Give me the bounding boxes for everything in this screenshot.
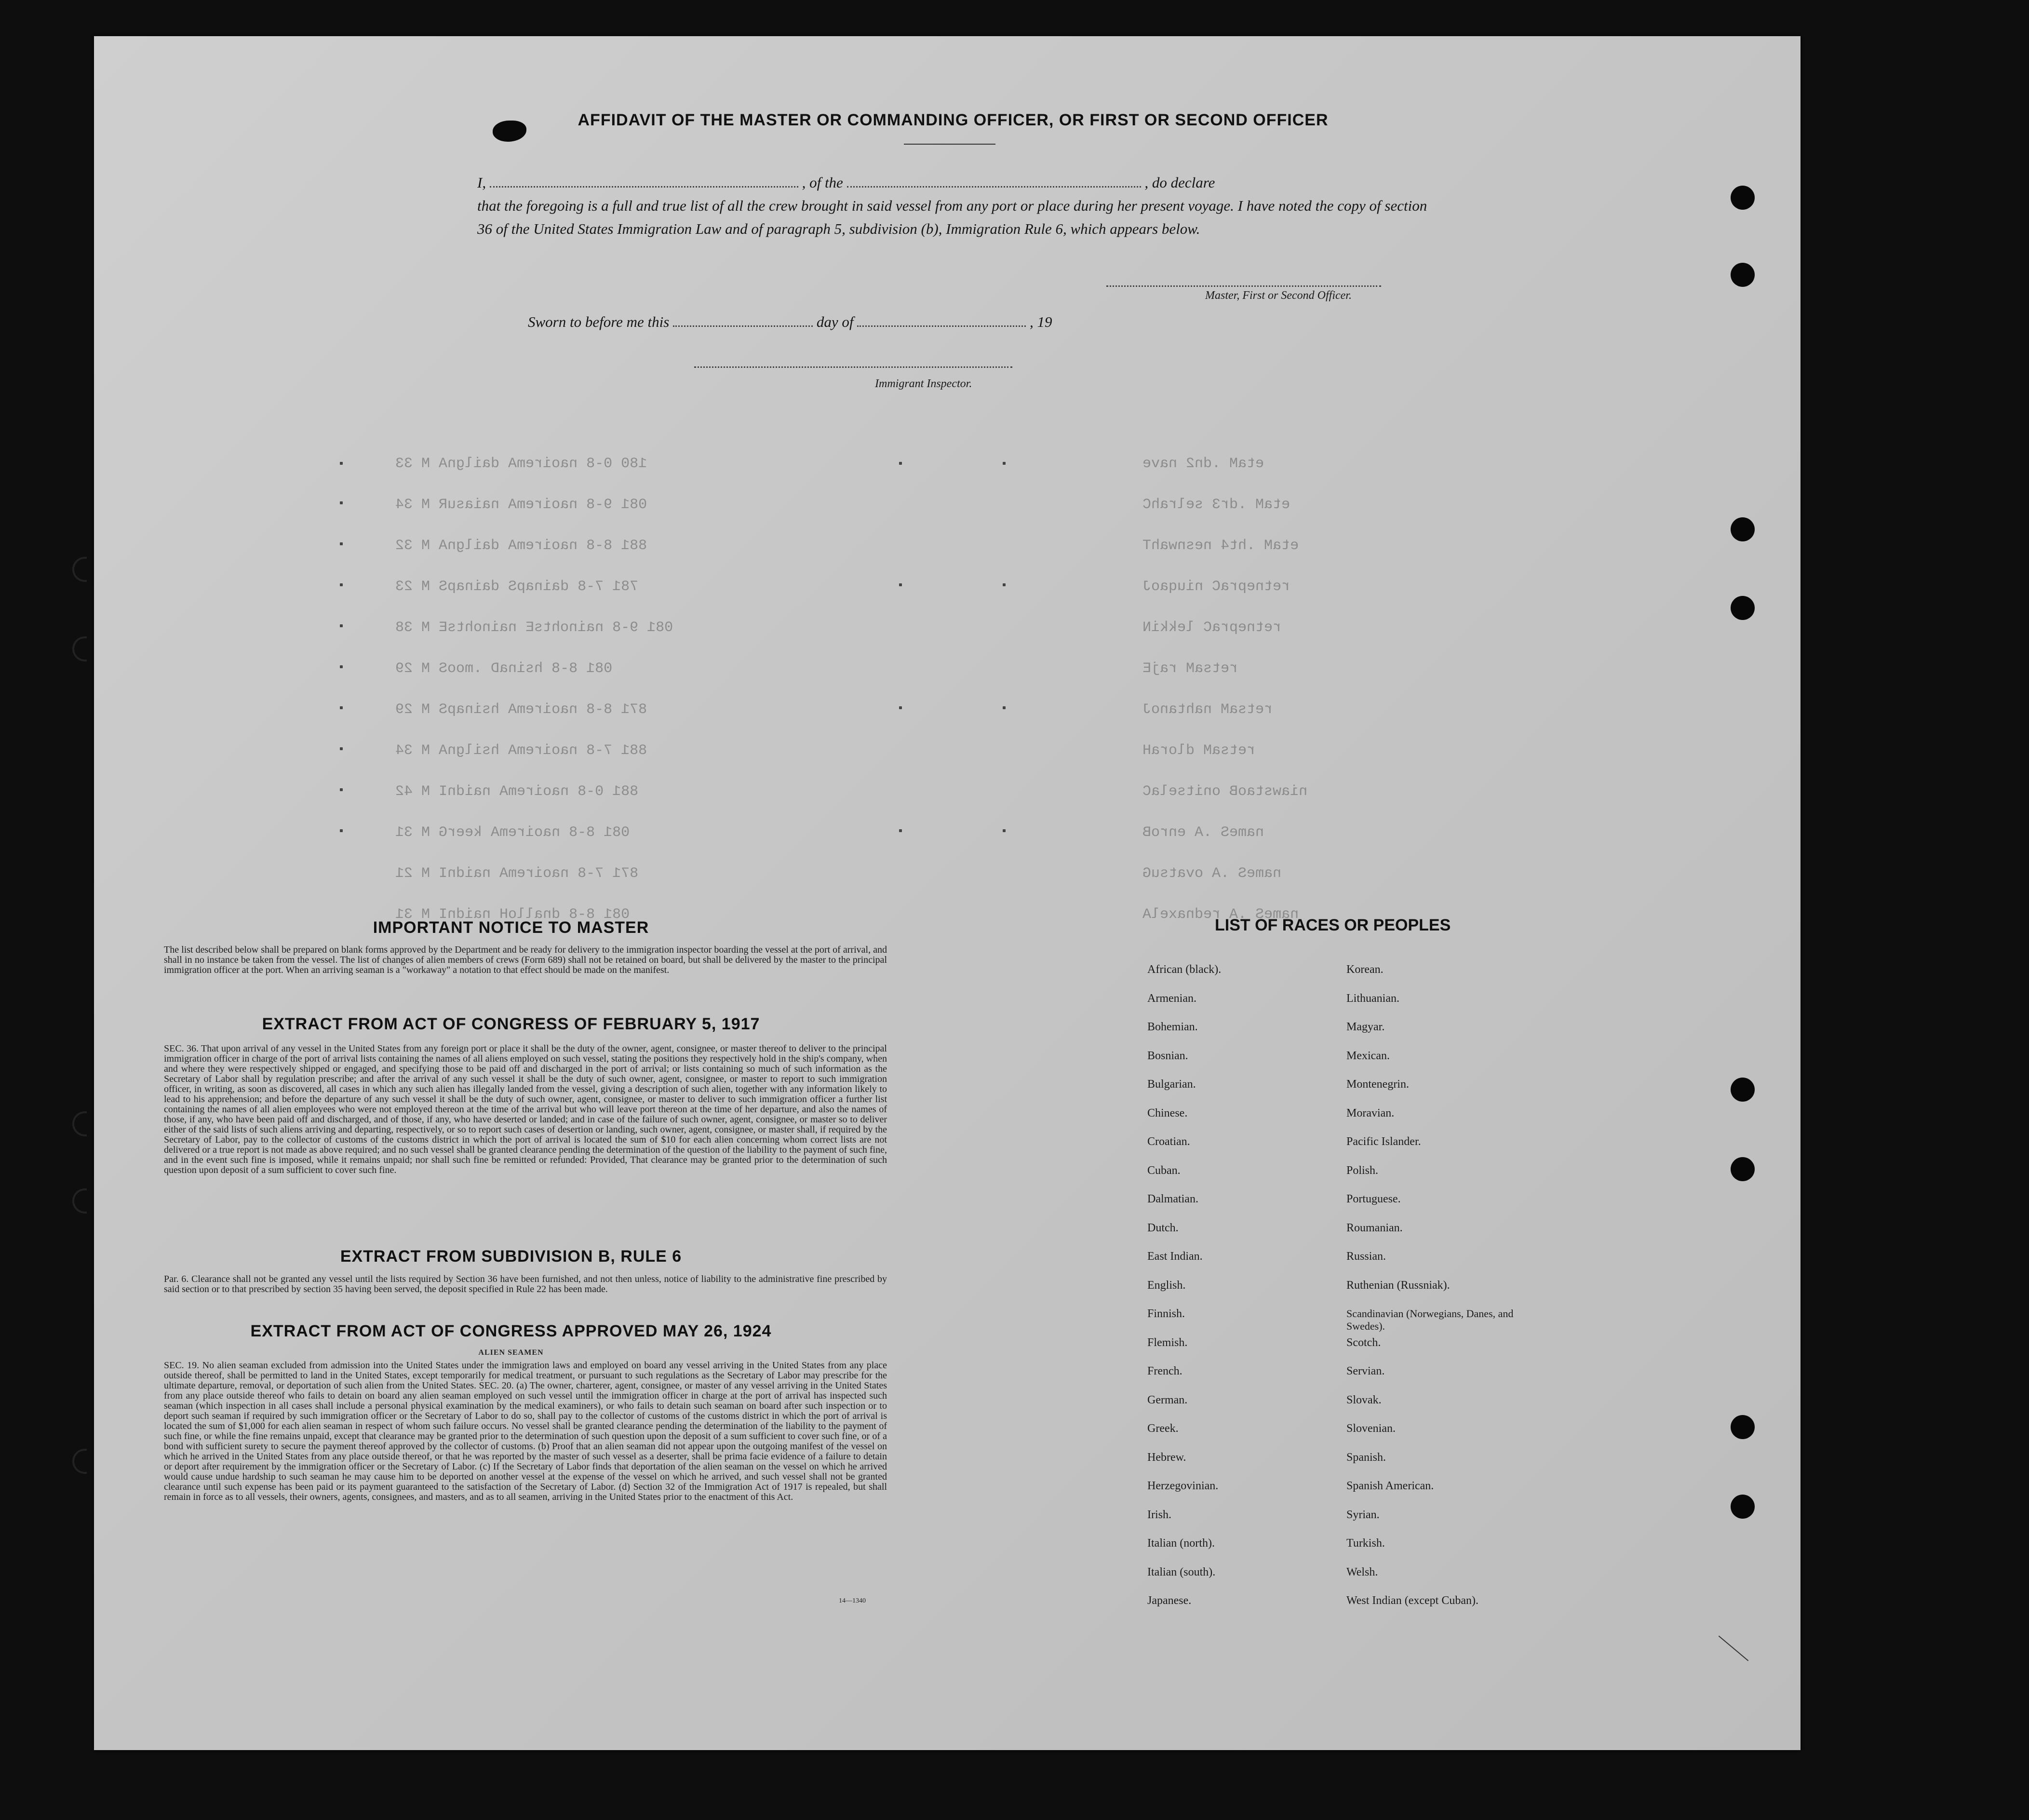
binder-hole bbox=[1731, 1495, 1755, 1519]
form-dot bbox=[899, 706, 902, 709]
bleed-through-text: nameS .A ovatsuG bbox=[1142, 865, 1282, 882]
form-dot bbox=[340, 624, 343, 627]
bleed-through-text: retnepraC lekkiN bbox=[1142, 620, 1282, 636]
vessel-blank-line bbox=[847, 176, 1141, 188]
bleed-through-text: 871 8-8 naoiremA hsinapS M 29 bbox=[395, 701, 647, 718]
race-entry: Syrian. bbox=[1346, 1508, 1380, 1521]
bleed-through-text: 871 7-8 naoiremA naidnI M 21 bbox=[395, 865, 639, 882]
race-entry: Lithuanian. bbox=[1346, 992, 1399, 1005]
sworn-day-of: day of bbox=[816, 313, 854, 330]
extract-1924-text: SEC. 19. No alien seaman excluded from admission into the United States under the immigration laws and employed on board any vessel arriving in the United States from any place outside thereof, shall be permitted to land in the United States, except temporarily for medical treatment, or pursuant to such regulations as the Secretary of Labor may prescribe for the ultimate departure, removal, or deportation of such alien from the United States. SEC. 20. (a) The owner, charterer, agent, consignee, or master of any vessel arriving in the United States from any place outside thereof who fails to detain on board any alien seaman employed on such vessel until the immigration officer in charge at the port of arrival has inspected such seaman (which inspection in all cases shall include a personal physical examination by the medical examiners), or who fails to detain such seaman on board after such inspection or to deport such seaman if required by such immigration officer or the Secretary of Labor to do so, shall pay to the collector of customs of the customs district in which the port of arrival is located the sum of $1,000 for each alien seaman in respect of whom such failure occurs. No vessel shall be granted clearance pending the determination of the liability to the payment of such fine, or while the fine remains unpaid, except that clearance may be granted prior to the determination of such question upon the deposit of a sum sufficient to cover such fine, or of a bond with sufficient surety to secure the payment thereof approved by the collector of customs. (b) Proof that an alien seaman did not appear upon the outgoing manifest of the vessel on which he arrived in the United States from any place outside thereof, or that he was reported by the master of such vessel as a deserter, shall be prima facie evidence of a failure to detain or deport after requirement by the immigration officer or the Secretary of Labor. (c) If the Secretary of Labor finds that deportation of the alien seaman on the vessel on which he arrived would cause undue hardship to such seaman he may cause him to be deported on another vessel at the expense of the vessel on which he arrived, and such vessel shall not be granted clearance until such expense has been paid or its payment guaranteed to the satisfaction of the Secretary of Labor. (d) Section 32 of the Immigration Act of 1917 is repealed, but shall remain in force as to all vessels, their owners, agents, consignees, and masters, and as to all seamen, arriving in the United States prior to the enactment of this Act. bbox=[164, 1360, 887, 1502]
race-entry: Irish. bbox=[1147, 1508, 1171, 1521]
bleed-through-text: 081 9-8 naoiremA naiasuR M 34 bbox=[395, 497, 647, 513]
affidavit-of-the: , of the bbox=[802, 174, 843, 191]
sworn-month-blank bbox=[857, 316, 1026, 327]
bleed-through-text: retsaM dloraH bbox=[1142, 742, 1256, 759]
race-entry: East Indian. bbox=[1147, 1250, 1203, 1263]
ring-mark bbox=[72, 636, 87, 661]
race-entry: Portuguese. bbox=[1346, 1193, 1401, 1205]
form-dot bbox=[899, 583, 902, 586]
race-entry: Croatian. bbox=[1147, 1135, 1190, 1148]
races-right-column bbox=[1346, 963, 1539, 1623]
affidavit-title: AFFIDAVIT OF THE MASTER OR COMMANDING OFFICER, OR FIRST OR SECOND OFFICER bbox=[578, 111, 1329, 129]
sworn-prefix: Sworn to before me this bbox=[528, 313, 670, 330]
binder-hole bbox=[1731, 596, 1755, 620]
race-entry: Dutch. bbox=[1147, 1221, 1179, 1234]
extract-1917-text: SEC. 36. That upon arrival of any vessel in the United States from any foreign port or place it shall be the duty of the owner, agent, consignee, or master thereof to deliver to the principal immigration officer in charge of the port of arrival lists containing the names of all aliens employed on such vessel, stating the positions they respectively hold in the ship's company, when and where they were respectively shipped or engaged, and specifying those to be paid off and discharged in the port of arrival; or lists containing so much of such information as the Secretary of Labor shall by regulation prescribe; and after the arrival of any such vessel it shall be the duty of such owner, agent, consignee, or master to report to such immigration officer, in writing, as soon as discovered, all cases in which any such alien has illegally landed from the vessel, giving a description of such alien, together with any information likely to lead to his apprehension; and before the departure of any such vessel it shall be the duty of such owner, agent, consignee, or master to deliver to such immigration officer a further list containing the names of all alien employees who were not employed thereon at the time of the arrival but who will leave port thereon at the time of her departure, and also the names of those, if any, who have been paid off and discharged, and of those, if any, who have deserted or landed; and in case of the failure of such owner, agent, consignee, or master so to deliver either of the said lists of such aliens arriving and departing, respectively, or so to report such cases of desertion or landing, such owner, agent, consignee, or master shall, if required by the Secretary of Labor, pay to the collector of customs of the customs district in which the port of arrival is located the sum of $10 for each alien concerning whom correct lists are not delivered or a true report is not made as above required; and no such vessel shall be granted clearance pending the determination of the question of the liability to the payment of such fine, and in the event such fine is imposed, while it remains unpaid; nor shall such fine be remitted or refunded: Provided, That clearance may be granted prior to the determination of such question upon deposit of a sum sufficient to cover such fine. bbox=[164, 1043, 887, 1175]
race-entry: Italian (south). bbox=[1147, 1565, 1216, 1578]
binder-hole bbox=[1731, 1157, 1755, 1181]
bleed-through-text: 081 8-8 hsinaD .mooS M 29 bbox=[395, 661, 613, 677]
race-entry: Bosnian. bbox=[1147, 1049, 1188, 1062]
inspector-caption: Immigrant Inspector. bbox=[875, 377, 972, 390]
race-entry: Scotch. bbox=[1346, 1336, 1381, 1349]
inspector-signature-line bbox=[694, 366, 1012, 368]
race-entry: English. bbox=[1147, 1279, 1186, 1292]
form-dot bbox=[340, 542, 343, 545]
ring-mark bbox=[72, 1449, 87, 1474]
race-entry: Russian. bbox=[1346, 1250, 1386, 1263]
race-entry: Bulgarian. bbox=[1147, 1078, 1196, 1091]
ring-mark bbox=[72, 1188, 87, 1213]
binder-hole bbox=[1731, 1415, 1755, 1439]
race-entry: Italian (north). bbox=[1147, 1537, 1215, 1550]
bleed-through-text: 081 8-8 dnalloH naidnI M 31 bbox=[395, 906, 630, 923]
bleed-through-text: 081 8-8 naoiremA keerG M 31 bbox=[395, 824, 630, 841]
bleed-through-text: etaM .dn2 nave bbox=[1142, 456, 1264, 472]
race-entry: Flemish. bbox=[1147, 1336, 1188, 1349]
form-dot bbox=[1003, 462, 1006, 465]
race-entry: Magyar. bbox=[1346, 1021, 1385, 1033]
bleed-through-text: 881 7-8 naoiremA hsilgnA M 34 bbox=[395, 742, 647, 759]
bleed-through-text: 081 9-8 nainohtsE nainohtsE M 38 bbox=[395, 620, 673, 636]
form-dot bbox=[1003, 706, 1006, 709]
extract-rule6-text: Par. 6. Clearance shall not be granted any vessel until the lists required by Section 36 have been furnished, and not then unless, notice of liability to the administrative fine prescribed by said section or to that prescribed by section 35 having been served, the deposit specified in Rule 22 has been made. bbox=[164, 1274, 887, 1294]
notice-title: IMPORTANT NOTICE TO MASTER bbox=[373, 918, 649, 937]
form-dot bbox=[340, 829, 343, 832]
name-blank-line bbox=[490, 176, 798, 188]
bleed-through-text: nameS .A rednaxelA bbox=[1142, 906, 1299, 923]
ring-mark bbox=[72, 1111, 87, 1136]
race-entry: Cuban. bbox=[1147, 1164, 1181, 1177]
affidavit-declare: , do declare bbox=[1144, 174, 1215, 191]
race-entry: Roumanian. bbox=[1346, 1221, 1403, 1234]
race-entry: Armenian. bbox=[1147, 992, 1196, 1005]
form-dot bbox=[1003, 829, 1006, 832]
race-entry: Polish. bbox=[1346, 1164, 1379, 1177]
race-entry: Dalmatian. bbox=[1147, 1193, 1198, 1205]
race-entry: Slovak. bbox=[1346, 1393, 1382, 1406]
form-dot bbox=[1003, 583, 1006, 586]
binder-hole bbox=[1731, 517, 1755, 541]
race-entry: Spanish American. bbox=[1346, 1480, 1434, 1492]
bleed-through-text: retsaM nahtanoJ bbox=[1142, 701, 1273, 718]
race-entry: African (black). bbox=[1147, 963, 1222, 976]
extract-1924-title: EXTRACT FROM ACT OF CONGRESS APPROVED MAY 26, 1924 bbox=[250, 1322, 772, 1340]
form-dot bbox=[340, 788, 343, 791]
sworn-line bbox=[528, 313, 1052, 331]
race-entry: Hebrew. bbox=[1147, 1451, 1186, 1464]
races-left-column bbox=[1147, 963, 1330, 1623]
races-title: LIST OF RACES OR PEOPLES bbox=[1215, 916, 1451, 934]
race-entry: German. bbox=[1147, 1393, 1188, 1406]
binder-hole bbox=[1731, 263, 1755, 287]
bleed-through-text: etaM .dr3 selrahC bbox=[1142, 497, 1290, 513]
race-entry: French. bbox=[1147, 1365, 1182, 1377]
race-entry: Korean. bbox=[1346, 963, 1384, 976]
race-entry: Slovenian. bbox=[1346, 1422, 1396, 1435]
race-entry: Scandinavian (Norwegians, Danes, and Swedes). bbox=[1346, 1308, 1514, 1332]
form-dot bbox=[340, 462, 343, 465]
form-dot bbox=[340, 747, 343, 750]
bleed-through-text: 781 7-8 dainapS dainapS M 23 bbox=[395, 579, 639, 595]
alien-seamen-subtitle: ALIEN SEAMEN bbox=[478, 1348, 544, 1357]
race-entry: Pacific Islander. bbox=[1346, 1135, 1421, 1148]
ring-mark bbox=[72, 557, 87, 582]
race-entry: Welsh. bbox=[1346, 1565, 1378, 1578]
race-entry: Montenegrin. bbox=[1346, 1078, 1409, 1091]
race-entry: Moravian. bbox=[1346, 1106, 1395, 1119]
race-entry: Bohemian. bbox=[1147, 1021, 1198, 1033]
bleed-through-text: retsaM rajE bbox=[1142, 661, 1238, 677]
form-dot bbox=[340, 665, 343, 668]
form-dot bbox=[340, 706, 343, 709]
extract-rule6-title: EXTRACT FROM SUBDIVISION B, RULE 6 bbox=[340, 1247, 682, 1266]
master-signature-line bbox=[1106, 285, 1381, 287]
binder-hole bbox=[1731, 1078, 1755, 1102]
form-dot bbox=[340, 583, 343, 586]
master-caption: Master, First or Second Officer. bbox=[1205, 289, 1352, 302]
race-entry: Chinese. bbox=[1147, 1106, 1188, 1119]
bleed-through-text: etaM .ht4 nesnwahT bbox=[1142, 538, 1299, 554]
form-dot bbox=[340, 501, 343, 504]
bleed-through-text: niawstaoB onitselaC bbox=[1142, 783, 1308, 800]
race-entry: Spanish. bbox=[1346, 1451, 1386, 1464]
bleed-through-text: 881 8-8 naoiremA dailgnA M 32 bbox=[395, 538, 647, 554]
bleed-through-text: retnepraC niuqaoJ bbox=[1142, 579, 1290, 595]
notice-text: The list described below shall be prepared on blank forms approved by the Department and be ready for delivery to the immigration inspector boarding the vessel at the port of arrival, and shall in no instance be taken from the vessel. The list of changes of alien members of crews (Form 689) shall not be retained on board, but shall be delivered by the master to the principal immigration officer at the port. When an arriving seaman is a "workaway" a notation to that effect should be made on the manifest. bbox=[164, 944, 887, 975]
form-dot bbox=[899, 829, 902, 832]
binder-hole bbox=[1731, 186, 1755, 210]
form-dot bbox=[899, 462, 902, 465]
affidavit-i: I, bbox=[477, 174, 486, 191]
bleed-through-text: 180 0-8 naoiremA dailgnA M 33 bbox=[395, 456, 647, 472]
race-entry: Herzegovinian. bbox=[1147, 1480, 1219, 1492]
form-number: 14—1340 bbox=[839, 1597, 866, 1604]
sworn-year: , 19 bbox=[1029, 313, 1052, 330]
extract-1917-title: EXTRACT FROM ACT OF CONGRESS OF FEBRUARY 5, 1917 bbox=[262, 1015, 760, 1033]
race-entry: Ruthenian (Russniak). bbox=[1346, 1279, 1450, 1292]
race-entry: Japanese. bbox=[1147, 1594, 1192, 1607]
race-entry: Servian. bbox=[1346, 1365, 1385, 1377]
race-entry: West Indian (except Cuban). bbox=[1346, 1594, 1478, 1607]
affidavit-block bbox=[477, 171, 1441, 241]
bleed-through-text: nameS .A enroB bbox=[1142, 824, 1264, 841]
race-entry: Mexican. bbox=[1346, 1049, 1390, 1062]
race-entry: Greek. bbox=[1147, 1422, 1179, 1435]
bleed-through-text: 881 0-8 naoiremA naidnI M 42 bbox=[395, 783, 639, 800]
race-entry: Finnish. bbox=[1147, 1308, 1185, 1320]
title-underline bbox=[904, 144, 995, 145]
race-entry: Turkish. bbox=[1346, 1537, 1385, 1550]
sworn-day-blank bbox=[673, 316, 813, 327]
affidavit-body: that the foregoing is a full and true list of all the crew brought in said vessel from any port or place during her present voyage. I have noted the copy of section 36 of the United States Immigration Law and of paragraph 5, subdivision (b), Immigration Rule 6, which appears below. bbox=[477, 197, 1427, 237]
